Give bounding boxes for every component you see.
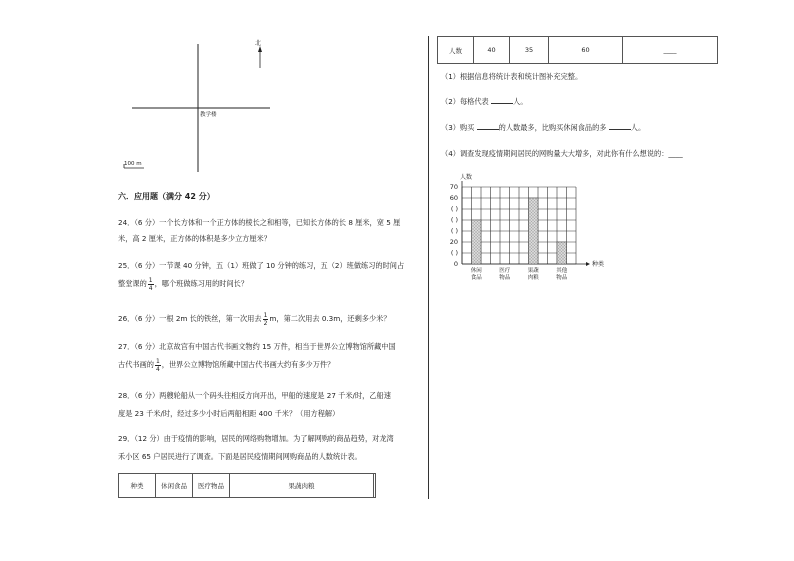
right-q1: （1）根据信息将统计表和统计图补充完整。 <box>441 72 583 81</box>
y-tick-label: ( ) <box>450 216 458 224</box>
q29-line1: 29．（12 分）由于疫情的影响，居民的网络购物增加。为了解网购的商品趋势，对龙湾 <box>118 434 394 443</box>
q24-line1: 24．（6 分）一个长方体和一个正方体的棱长之和相等，已知长方体的长 8 厘米，宽 5 厘 <box>118 218 401 227</box>
q25-frac-den: 4 <box>148 284 153 292</box>
y-axis-label: 人数 <box>460 174 473 181</box>
chart-bar <box>472 220 482 264</box>
q27-line2 <box>118 357 418 373</box>
right-q2-pre: （2）每格代表 <box>441 97 489 106</box>
q25-line1: 25．（6 分）一节课 40 分钟，五（1）班做了 10 分钟的练习，五（2）班做练习的时间占 <box>118 261 405 270</box>
q26-pre: 26．（6 分）一根 2m 长的铁丝，第一次用去 <box>118 314 262 323</box>
x-axis-label: 种类 <box>592 261 605 268</box>
table-row <box>438 37 718 64</box>
right-q4 <box>441 149 683 159</box>
right-q2 <box>441 97 527 107</box>
chart-bar <box>529 198 539 264</box>
table-cell: ____ <box>623 37 718 64</box>
category-label: 物品 <box>556 275 568 281</box>
right-q3 <box>441 123 645 133</box>
q25-line2-pre: 整堂课的 <box>118 279 147 288</box>
category-label: 休闲 <box>470 268 482 274</box>
q27-fraction <box>155 358 161 373</box>
table-cell: 35 <box>510 37 549 64</box>
y-tick-label: 60 <box>449 194 458 202</box>
q26-post: ，第二次用去 0.3m，还剩多少米？ <box>276 314 391 323</box>
y-tick-label: 0 <box>453 260 458 268</box>
scale-label: 100 m <box>124 161 142 167</box>
y-tick-label: 20 <box>449 238 458 246</box>
north-label: 北 <box>255 40 262 47</box>
question-25 <box>118 258 418 292</box>
q26-fraction <box>263 312 269 327</box>
column-divider <box>428 36 429 499</box>
q28-line1: 28．（6 分）两艘轮船从一个码头往相反方向开出，甲船的速度是 27 千米/时，乙船速 <box>118 391 391 400</box>
right-q3-post: 人。 <box>630 123 646 132</box>
q29-line2: 禾小区 65 户居民进行了调查。下面是居民疫情期间网购商品的人数统计表。 <box>118 452 362 461</box>
bar-chart <box>436 168 605 288</box>
chart-bar <box>557 242 567 264</box>
q27-frac-den: 4 <box>155 365 160 373</box>
q28-line2: 度是 23 千米/时，经过多少小时后两船相距 400 千米？（用方程解） <box>118 409 340 418</box>
right-q3-blank2[interactable] <box>609 129 631 130</box>
table-cell: 医疗物品 <box>193 474 230 498</box>
y-tick-label: ( ) <box>450 205 458 213</box>
table-cell: 休闲食品 <box>156 474 193 498</box>
table-cell: 人数 <box>438 37 474 64</box>
right-q3-blank1[interactable] <box>477 129 499 130</box>
question-28 <box>118 388 418 422</box>
right-q2-blank[interactable] <box>491 103 513 104</box>
x-axis-arrow <box>586 262 590 266</box>
map-diagram <box>110 36 280 176</box>
q27-line2-pre: 古代书画的 <box>118 360 154 369</box>
q27-line1: 27．（6 分）北京故宫有中国古代书画文物约 15 万件，相当于世界公立博物馆所藏中国 <box>118 342 396 351</box>
category-label: 物品 <box>499 275 511 281</box>
q27-frac-num: 1 <box>155 357 160 365</box>
category-label: 果蔬 <box>527 268 539 274</box>
question-29 <box>118 431 418 465</box>
question-24 <box>118 215 418 247</box>
category-label: 肉粮 <box>527 275 539 281</box>
right-q3-mid: 的人数最多，比购买休闲食品的多 <box>498 123 607 132</box>
school-label: 教学楼 <box>200 112 217 118</box>
right-q4-text: （4）调查发现疫情期间居民的网购量大大增多，对此你有什么想说的： <box>441 149 669 158</box>
y-tick-label: ( ) <box>450 227 458 235</box>
right-q2-post: 人。 <box>513 97 528 106</box>
q25-line2 <box>118 276 418 292</box>
table-cell: 60 <box>549 37 623 64</box>
y-tick-label: ( ) <box>450 249 458 257</box>
q27-line2-post: ，世界公立博物馆所藏中国古代书画大约有多少万件？ <box>161 360 335 369</box>
table-cell <box>374 474 376 498</box>
y-tick-label: 70 <box>449 183 458 191</box>
category-label: 食品 <box>470 275 482 281</box>
right-q3-pre: （3）购买 <box>441 123 475 132</box>
table-row <box>119 474 376 498</box>
q26-frac-num: 1 <box>263 311 268 319</box>
question-26 <box>118 311 418 327</box>
category-label: 其他 <box>556 268 568 274</box>
q25-fraction <box>148 277 154 292</box>
stats-table-row2 <box>437 36 718 64</box>
question-27 <box>118 339 418 373</box>
section-title: 六．应用题（满分 42 分） <box>118 192 215 201</box>
q26-frac-den: 2 <box>263 319 268 327</box>
table-cell: 种类 <box>119 474 156 498</box>
q25-frac-num: 1 <box>148 276 153 284</box>
q24-line2: 米，高 2 厘米，正方体的体积是多少立方厘米？ <box>118 234 271 243</box>
q26-unit: m <box>269 314 277 323</box>
stats-table-row1 <box>118 473 376 498</box>
category-label: 医疗 <box>499 268 511 274</box>
table-cell: 果蔬肉粮 <box>230 474 374 498</box>
table-cell: 40 <box>474 37 510 64</box>
q25-line2-post: ，哪个班做练习用的时间长？ <box>154 279 249 288</box>
right-q4-blank[interactable]: ____ <box>668 149 683 158</box>
